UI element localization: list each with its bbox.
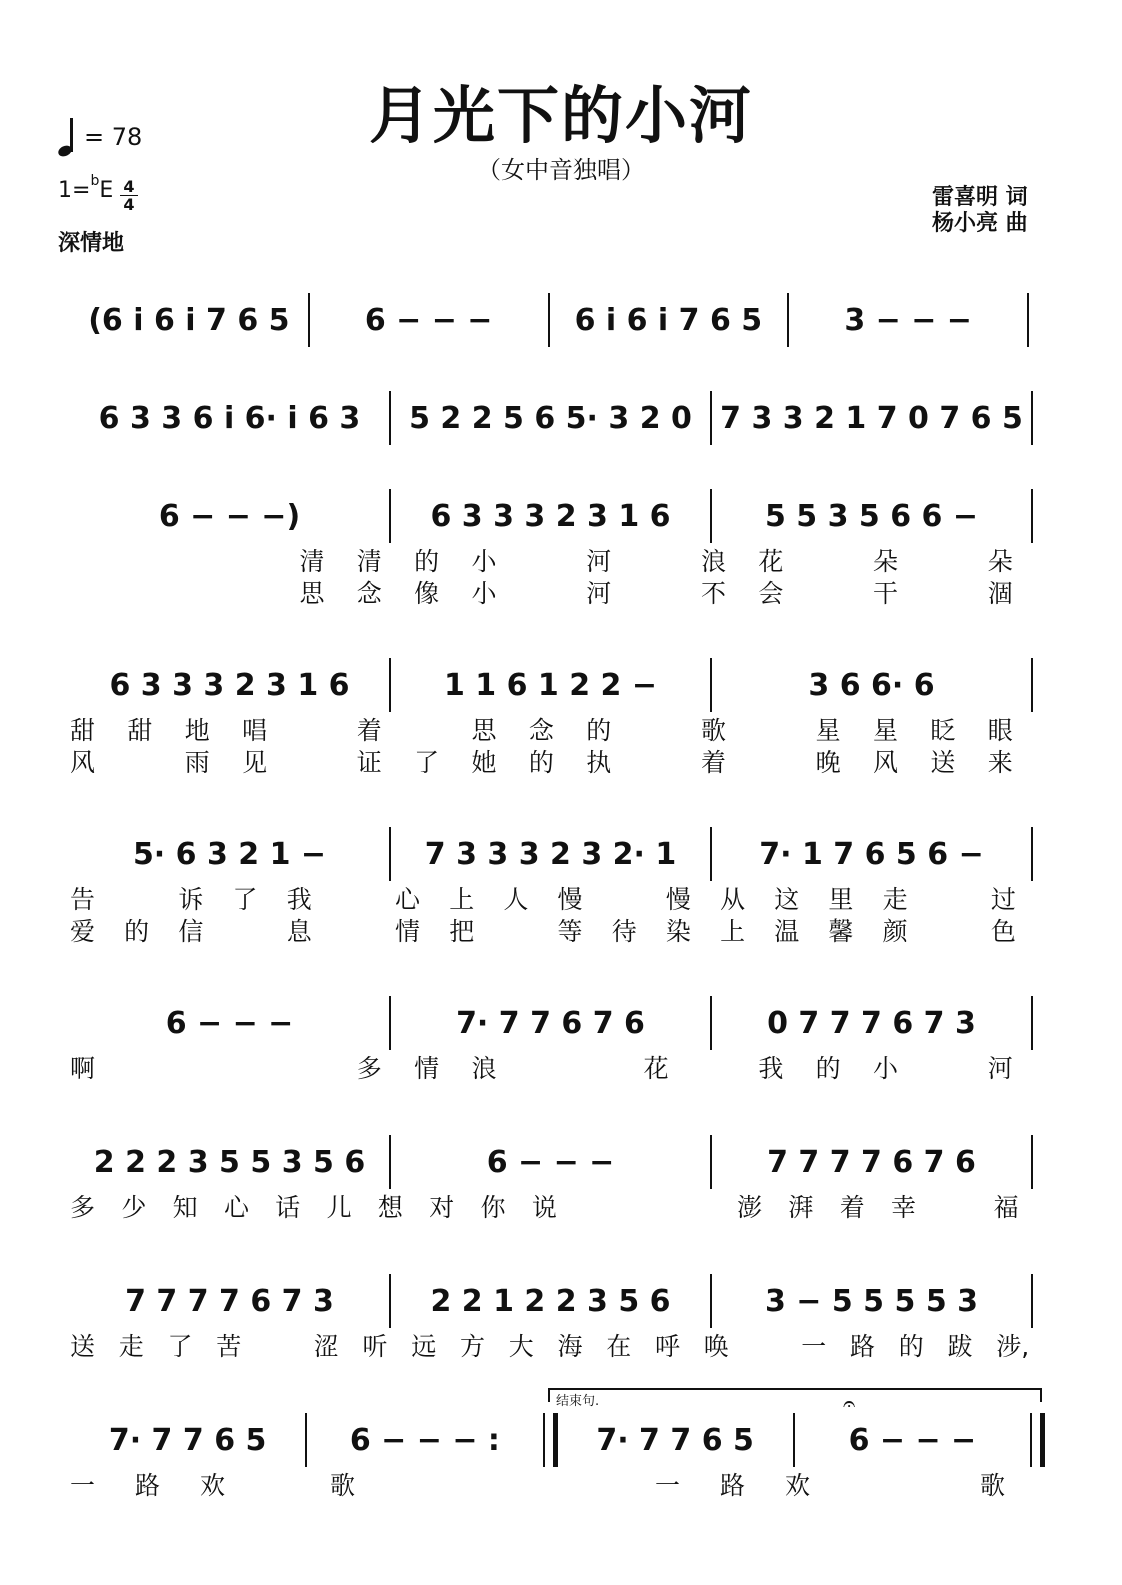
lyric-syllable	[758, 743, 815, 779]
lyric-syllable: 地	[184, 716, 210, 745]
quarter-note-icon	[58, 118, 74, 156]
lyric-syllable: 的	[898, 1332, 924, 1361]
lyric-syllable: 你	[480, 1193, 506, 1222]
measure: 7· 7 7 6 5	[108, 1422, 267, 1458]
song-subtitle: （女中音独唱）	[477, 156, 645, 184]
lyric-syllable	[529, 1049, 586, 1085]
lyric-syllable: 慢	[665, 885, 691, 914]
lyric-syllable	[590, 1466, 655, 1502]
barline	[1030, 1413, 1045, 1467]
lyric-syllable	[634, 1188, 685, 1224]
lyric-syllable: 的	[124, 917, 150, 946]
lyric-syllable: 着	[839, 1193, 865, 1222]
lyric-syllable: 她	[471, 748, 497, 777]
lyric-syllable: 心	[223, 1193, 249, 1222]
measure: 6 − − −	[364, 302, 493, 338]
lyric-syllable: 思	[471, 716, 497, 745]
notation-row	[70, 496, 1045, 536]
lyric-syllable	[242, 574, 299, 610]
lyric-syllable: 信	[178, 917, 204, 946]
tempo-marking	[58, 118, 142, 156]
lyric-syllable	[185, 542, 242, 578]
lyric-syllable: 说	[531, 1193, 557, 1222]
lyric-syllable	[586, 1049, 643, 1085]
lyric-syllable: 我	[286, 885, 312, 914]
lyric-syllable: 河	[586, 579, 612, 608]
lyric-syllable	[299, 711, 356, 747]
measure: (6 i 6 i 7 6 5	[88, 302, 290, 338]
measure: 5 2 2 5 6 5· 3 2 0	[409, 400, 692, 436]
lyric-syllable	[930, 574, 987, 610]
lyric-syllable: 跋	[947, 1332, 973, 1361]
lyric-syllable: 风	[70, 748, 96, 777]
key-prefix: 1=	[58, 178, 91, 203]
lyric-syllable: 上	[720, 917, 746, 946]
lyric-syllable	[529, 542, 586, 578]
lyric-syllable: 见	[242, 748, 268, 777]
lyric-syllable: 情	[395, 917, 421, 946]
lyric-syllable: 幸	[891, 1193, 917, 1222]
lyric-syllable: 花	[643, 1054, 669, 1083]
lyric-syllable: 啊	[70, 1054, 96, 1083]
measure: 6 3 3 6 i 6· i 6 3	[98, 400, 361, 436]
lyric-syllable	[930, 542, 987, 578]
measure: 7· 1 7 6 5 6 −	[759, 836, 984, 872]
lyric-syllable	[395, 1466, 460, 1502]
lyric-syllable	[937, 880, 991, 916]
measure: 0 7 7 7 6 7 3	[767, 1005, 976, 1041]
lyric-syllable: 从	[720, 885, 746, 914]
lyric-syllable: 这	[774, 885, 800, 914]
lyric-syllable: 话	[275, 1193, 301, 1222]
lyric-syllable: 多	[70, 1193, 96, 1222]
lyrics-line-1	[70, 711, 1045, 747]
lyric-syllable: 眨	[930, 716, 956, 745]
lyric-syllable: 人	[503, 885, 529, 914]
lyric-syllable: 欢	[200, 1471, 226, 1500]
lyric-syllable	[233, 912, 287, 948]
measure: 7 3 3 2 1 7 0 7 6 5	[720, 400, 1023, 436]
lyrics-line-1	[70, 1049, 1045, 1085]
lyric-syllable: 苦	[216, 1332, 242, 1361]
lyric-syllable: 少	[121, 1193, 147, 1222]
lyric-syllable: 馨	[828, 917, 854, 946]
lyric-syllable	[124, 880, 178, 916]
lyric-syllable: 湃	[788, 1193, 814, 1222]
notation-row	[70, 1142, 1045, 1182]
lyric-syllable	[644, 711, 701, 747]
measure: 2 2 2 3 5 5 3 5 6	[93, 1144, 366, 1180]
lyric-syllable: 清	[356, 547, 382, 576]
lyric-syllable	[753, 1327, 802, 1363]
measure: 6 − − −	[165, 1005, 294, 1041]
barline	[1031, 827, 1033, 881]
ending-bracket	[548, 1388, 1042, 1409]
lyric-syllable: 色	[990, 917, 1016, 946]
lyric-syllable: 把	[449, 917, 475, 946]
lyric-syllable: 过	[990, 885, 1016, 914]
lyric-syllable	[299, 743, 356, 779]
lyric-syllable: 心	[395, 885, 421, 914]
lyric-syllable: 星	[815, 716, 841, 745]
lyric-syllable: 清	[299, 547, 325, 576]
lyrics-line-2	[70, 912, 1045, 948]
flat-sign: b	[90, 173, 100, 189]
lyric-syllable: 慢	[557, 885, 583, 914]
notation-row	[70, 398, 1045, 438]
lyric-syllable: 着	[700, 748, 726, 777]
meter-bottom: 4	[120, 195, 138, 213]
lyric-syllable: 眼	[987, 716, 1013, 745]
key-signature	[58, 173, 114, 203]
lyric-syllable	[242, 1049, 299, 1085]
lyric-syllable: 花	[758, 547, 784, 576]
lyric-syllable: 念	[356, 579, 382, 608]
lyric-syllable	[525, 1466, 590, 1502]
lyric-syllable: 息	[286, 917, 312, 946]
lyric-syllable	[299, 1049, 356, 1085]
measure: 7· 7 7 6 7 6	[456, 1005, 645, 1041]
lyric-syllable: 里	[828, 885, 854, 914]
measure: 7· 7 7 6 5	[596, 1422, 754, 1458]
measure: 6 − − − :	[349, 1422, 500, 1458]
lyric-syllable: 想	[377, 1193, 403, 1222]
lyric-syllable: 知	[172, 1193, 198, 1222]
lyric-syllable: 一	[70, 1471, 96, 1500]
lyric-syllable: 的	[815, 1054, 841, 1083]
time-signature	[120, 178, 138, 213]
lyric-syllable: 我	[758, 1054, 784, 1083]
notation-row	[70, 665, 1045, 705]
lyric-syllable: 干	[873, 579, 899, 608]
lyric-syllable: 河	[987, 1054, 1013, 1083]
lyric-syllable: 路	[720, 1471, 746, 1500]
lyric-syllable: 不	[700, 579, 726, 608]
expression-marking: 深情地	[58, 231, 125, 256]
lyric-syllable: 甜	[70, 716, 96, 745]
lyric-syllable: 等	[557, 917, 583, 946]
lyric-syllable: 方	[460, 1332, 486, 1361]
lyric-syllable	[529, 574, 586, 610]
lyric-syllable: 思	[299, 579, 325, 608]
lyric-syllable: 歌	[700, 716, 726, 745]
lyric-syllable: 欢	[785, 1471, 811, 1500]
lyric-syllable: 朵	[873, 547, 899, 576]
barline	[1031, 489, 1033, 543]
lyric-syllable: 一	[801, 1332, 827, 1361]
lyric-syllable: 告	[70, 885, 96, 914]
lyric-syllable: 情	[414, 1054, 440, 1083]
lyric-syllable: 着	[356, 716, 382, 745]
lyric-syllable: 的	[528, 748, 554, 777]
lyric-syllable	[503, 912, 557, 948]
lyrics-line-1	[70, 880, 1045, 916]
lyric-syllable	[127, 574, 184, 610]
lyric-syllable	[341, 880, 395, 916]
lyric-syllable	[686, 1188, 737, 1224]
lyric-syllable: 一	[655, 1471, 681, 1500]
lyricist-credit: 雷喜明 词	[932, 185, 1028, 210]
measure: 6 3 3 3 2 3 1 6	[109, 667, 350, 703]
lyric-syllable: 颜	[882, 917, 908, 946]
measure: 7 7 7 7 6 7 3	[125, 1283, 334, 1319]
lyric-syllable: 唱	[242, 716, 268, 745]
lyric-syllable: 念	[528, 716, 554, 745]
measure: 6 i 6 i 7 6 5	[574, 302, 763, 338]
lyric-syllable: 了	[167, 1332, 193, 1361]
lyric-syllable: 浪	[700, 547, 726, 576]
barline	[1031, 1274, 1033, 1328]
lyric-syllable: 甜	[127, 716, 153, 745]
notation-row	[70, 300, 1045, 340]
lyric-syllable	[265, 1327, 314, 1363]
lyric-syllable	[942, 1188, 993, 1224]
lyric-syllable: 歌	[330, 1471, 356, 1500]
lyric-syllable	[816, 542, 873, 578]
lyric-syllable: 远	[411, 1332, 437, 1361]
lyric-syllable: 的	[414, 547, 440, 576]
lyric-syllable	[937, 912, 991, 948]
lyrics-line-1	[70, 1466, 1045, 1502]
lyric-syllable	[70, 574, 127, 610]
measure: 3 − − −	[844, 302, 972, 338]
lyric-syllable: 待	[611, 917, 637, 946]
lyric-syllable	[850, 1466, 915, 1502]
song-title: 月光下的小河	[368, 79, 753, 152]
lyric-syllable: 涸	[987, 579, 1013, 608]
lyric-syllable	[758, 711, 815, 747]
lyric-syllable: 送	[70, 1332, 96, 1361]
lyric-syllable: 河	[586, 547, 612, 576]
lyric-syllable	[612, 880, 666, 916]
measure: 3 6 6· 6	[808, 667, 935, 703]
lyrics-line-2	[70, 574, 1045, 610]
lyric-syllable: 温	[774, 917, 800, 946]
measure: 7 3 3 3 2 3 2· 1	[424, 836, 677, 872]
lyric-syllable: 澎	[737, 1193, 763, 1222]
lyric-syllable: 雨	[184, 748, 210, 777]
measure: 7 7 7 7 6 7 6	[767, 1144, 976, 1180]
lyrics-line-1	[70, 1188, 1045, 1224]
lyric-syllable: 唤	[703, 1332, 729, 1361]
lyric-syllable: 小	[873, 1054, 899, 1083]
composer-credit: 杨小亮 曲	[932, 211, 1028, 236]
measure: 2 2 1 2 2 3 5 6	[430, 1283, 671, 1319]
barline	[1031, 391, 1033, 445]
lyric-syllable: 儿	[326, 1193, 352, 1222]
ending-label: 结束句.	[556, 1394, 600, 1409]
lyric-syllable: 会	[758, 579, 784, 608]
lyric-syllable: 送	[930, 748, 956, 777]
measure: 6 3 3 3 2 3 1 6	[430, 498, 671, 534]
barline	[543, 1413, 558, 1467]
lyric-syllable: 像	[414, 579, 440, 608]
lyric-syllable: 走	[118, 1332, 144, 1361]
lyric-syllable: 了	[232, 885, 258, 914]
lyric-syllable: 走	[882, 885, 908, 914]
barline	[1031, 1135, 1033, 1189]
lyric-syllable	[583, 1188, 634, 1224]
lyric-syllable: 路	[850, 1332, 876, 1361]
lyric-syllable	[242, 542, 299, 578]
notation-row	[70, 1420, 1045, 1460]
lyrics-line-1	[70, 1327, 1045, 1363]
fermata-icon: 𝄐	[843, 1392, 856, 1417]
lyric-syllable: 诉	[178, 885, 204, 914]
lyric-syllable	[414, 711, 471, 747]
lyric-syllable	[185, 574, 242, 610]
lyric-syllable: 在	[606, 1332, 632, 1361]
measure: 1 1 6 1 2 2 −	[443, 667, 658, 703]
lyric-syllable	[127, 743, 184, 779]
lyrics-line-1	[70, 542, 1045, 578]
lyric-syllable: 小	[471, 547, 497, 576]
lyric-syllable: 多	[356, 1054, 382, 1083]
lyric-syllable	[265, 1466, 330, 1502]
lyric-syllable: 来	[987, 748, 1013, 777]
lyric-syllable	[644, 574, 701, 610]
lyric-syllable: 歌	[980, 1471, 1006, 1500]
measure: 6 − − −	[486, 1144, 615, 1180]
measure: 6 − − −	[848, 1422, 977, 1458]
lyric-syllable: 呼	[655, 1332, 681, 1361]
lyric-syllable: 小	[471, 579, 497, 608]
lyric-syllable: 福	[993, 1193, 1019, 1222]
lyric-syllable	[915, 1466, 980, 1502]
lyrics-line-2	[70, 743, 1045, 779]
lyric-syllable	[185, 1049, 242, 1085]
notation-row	[70, 1003, 1045, 1043]
lyric-syllable	[816, 574, 873, 610]
lyric-syllable: 涉,	[996, 1332, 1030, 1361]
lyric-syllable	[644, 743, 701, 779]
notation-row	[70, 1281, 1045, 1321]
measure: 5· 6 3 2 1 −	[132, 836, 327, 872]
measure: 5 5 3 5 6 6 −	[764, 498, 979, 534]
lyric-syllable	[341, 912, 395, 948]
lyric-syllable: 的	[586, 716, 612, 745]
lyric-syllable: 了	[414, 748, 440, 777]
lyric-syllable: 对	[429, 1193, 455, 1222]
barline	[1031, 996, 1033, 1050]
lyric-syllable: 涩	[313, 1332, 339, 1361]
lyric-syllable: 海	[557, 1332, 583, 1361]
measure: 6 − − −)	[158, 498, 301, 534]
lyric-syllable: 证	[356, 748, 382, 777]
lyric-syllable: 风	[873, 748, 899, 777]
lyric-syllable: 听	[362, 1332, 388, 1361]
lyric-syllable	[644, 542, 701, 578]
lyric-syllable: 晚	[815, 748, 841, 777]
meter-top: 4	[123, 177, 135, 196]
barline	[1031, 658, 1033, 712]
lyric-syllable	[70, 542, 127, 578]
lyric-syllable: 大	[508, 1332, 534, 1361]
lyric-syllable	[460, 1466, 525, 1502]
tempo-value: = 78	[84, 123, 143, 151]
notation-row	[70, 834, 1045, 874]
measure: 3 − 5 5 5 5 3	[764, 1283, 979, 1319]
lyric-syllable: 朵	[987, 547, 1013, 576]
lyric-syllable: 上	[449, 885, 475, 914]
barline	[1027, 293, 1029, 347]
lyric-syllable: 染	[665, 917, 691, 946]
lyric-syllable: 执	[586, 748, 612, 777]
lyric-syllable: 爱	[70, 917, 96, 946]
key-letter: E	[99, 178, 114, 203]
lyric-syllable	[930, 1049, 987, 1085]
lyric-syllable: 路	[135, 1471, 161, 1500]
lyric-syllable: 浪	[471, 1054, 497, 1083]
lyric-syllable: 星	[873, 716, 899, 745]
lyric-syllable	[127, 1049, 184, 1085]
lyric-syllable	[127, 542, 184, 578]
lyric-syllable	[701, 1049, 758, 1085]
